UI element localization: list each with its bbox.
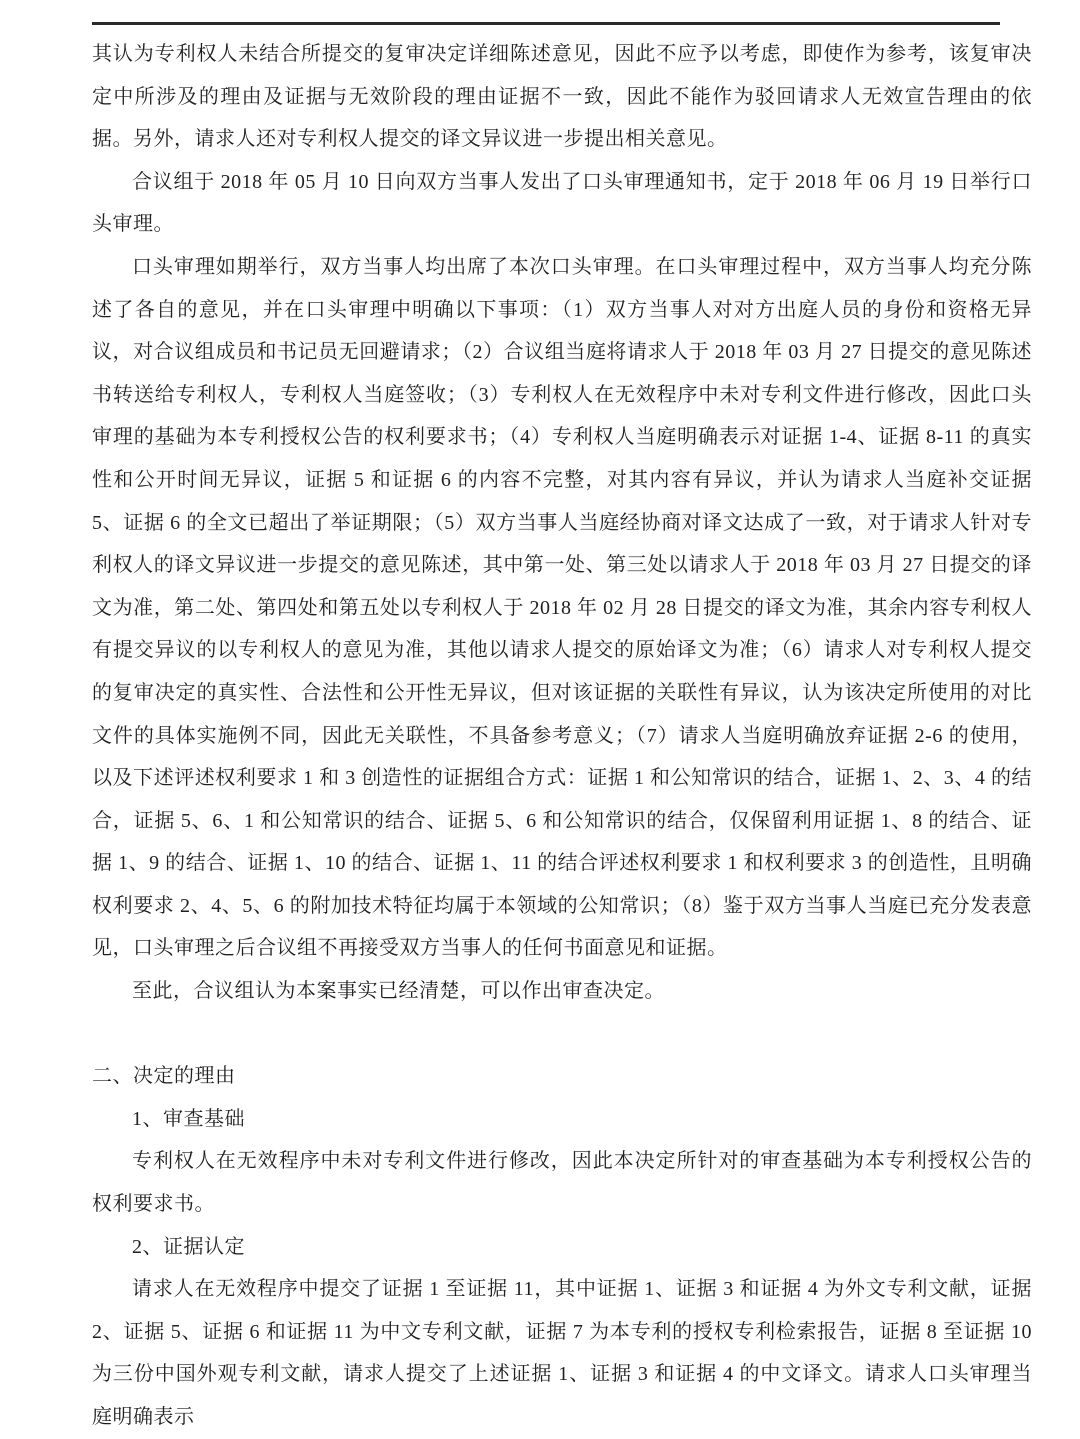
paragraph-oral-hearing-proceedings: 口头审理如期举行，双方当事人均出席了本次口头审理。在口头审理过程中，双方当事人均充分陈述了各自的意见，并在口头审理中明确以下事项：（1）双方当事人对对方出庭人员的身份和资格无异议，对合议组成员和书记员无回避请求；（2）合议组当庭将请求人于 2018 年 03 月 27 日提交的意见陈述书转送给专利权人，专利权人当庭签收；（3）专利权人在无效程序中未对专利文件进行修改，因此口头审理的基础为本专利授权公告的权利要求书；（4）专利权人当庭明确表示对证据 1-4、证据 8-11 的真实性和公开时间无异议，证据 5 和证据 6 的内容不完整，对其内容有异议，并认为请求人当庭补交证据 5、证据 6 的全文已超出了举证期限；（5）双方当事人当庭经协商对译文达成了一致，对于请求人针对专利权人的译文异议进一步提交的意见陈述，其中第一处、第三处以请求人于 2018 年 03 月 27 日提交的译文为准，第二处、第四处和第五处以专利权人于 2018 年 02 月 28 日提交的译文为准，其余内容专利权人有提交异议的以专利权人的意见为准，其他以请求人提交的原始译文为准；（6）请求人对专利权人提交的复审决定的真实性、合法性和公开性无异议，但对该证据的关联性有异议，认为该决定所使用的对比文件的具体实施例不同，因此无关联性，不具备参考意义；（7）请求人当庭明确放弃证据 2-6 的使用，以及下述评述权利要求 1 和 3 创造性的证据组合方式：证据 1 和公知常识的结合，证据 1、2、3、4 的结合，证据 5、6、1 和公知常识的结合、证据 5、6 和公知常识的结合，仅保留利用证据 1、8 的结合、证据 1、9 的结合、证据 1、10 的结合、证据 1、11 的结合评述权利要求 1 和权利要求 3 的创造性，且明确权利要求 2、4、5、6 的附加技术特征均属于本领域的公知常识；（8）鉴于双方当事人当庭已充分发表意见，口头审理之后合议组不再接受双方当事人的任何书面意见和证据。 [92, 255, 1032, 960]
paragraph-facts-clear: 至此，合议组认为本案事实已经清楚，可以作出审查决定。 [132, 980, 665, 1003]
section-heading-decision-reasons: 二、决定的理由 [92, 1065, 236, 1088]
document-page [92, 22, 1032, 1439]
subsection-heading-evidence-determination: 2、证据认定 [132, 1235, 245, 1258]
paragraph-evidence-determination: 请求人在无效程序中提交了证据 1 至证据 11，其中证据 1、证据 3 和证据 4 为外文专利文献，证据 2、证据 5、证据 6 和证据 11 为中文专利文献，证据 7 为本专利的授权专利检索报告，证据 8 至证据 10 为三份中国外观专利文献，请求人提交了上述证据 1、证据 3 和证据 4 的中文译文。请求人口头审理当庭明确表示 [92, 1278, 1032, 1428]
paragraph-continuation: 其认为专利权人未结合所提交的复审决定详细陈述意见，因此不应予以考虑，即使作为参考，该复审决定中所涉及的理由及证据与无效阶段的理由证据不一致，因此不能作为驳回请求人无效宣告理由的依据。另外，请求人还对专利权人提交的译文异议进一步提出相关意见。 [92, 43, 1032, 151]
page-top-rule [92, 22, 1000, 25]
subsection-heading-review-basis: 1、审查基础 [132, 1107, 245, 1130]
paragraph-oral-hearing-notice: 合议组于 2018 年 05 月 10 日向双方当事人发出了口头审理通知书，定于 2018 年 06 月 19 日举行口头审理。 [92, 170, 1032, 236]
paragraph-review-basis: 专利权人在无效程序中未对专利文件进行修改，因此本决定所针对的审查基础为本专利授权公告的权利要求书。 [92, 1150, 1032, 1216]
